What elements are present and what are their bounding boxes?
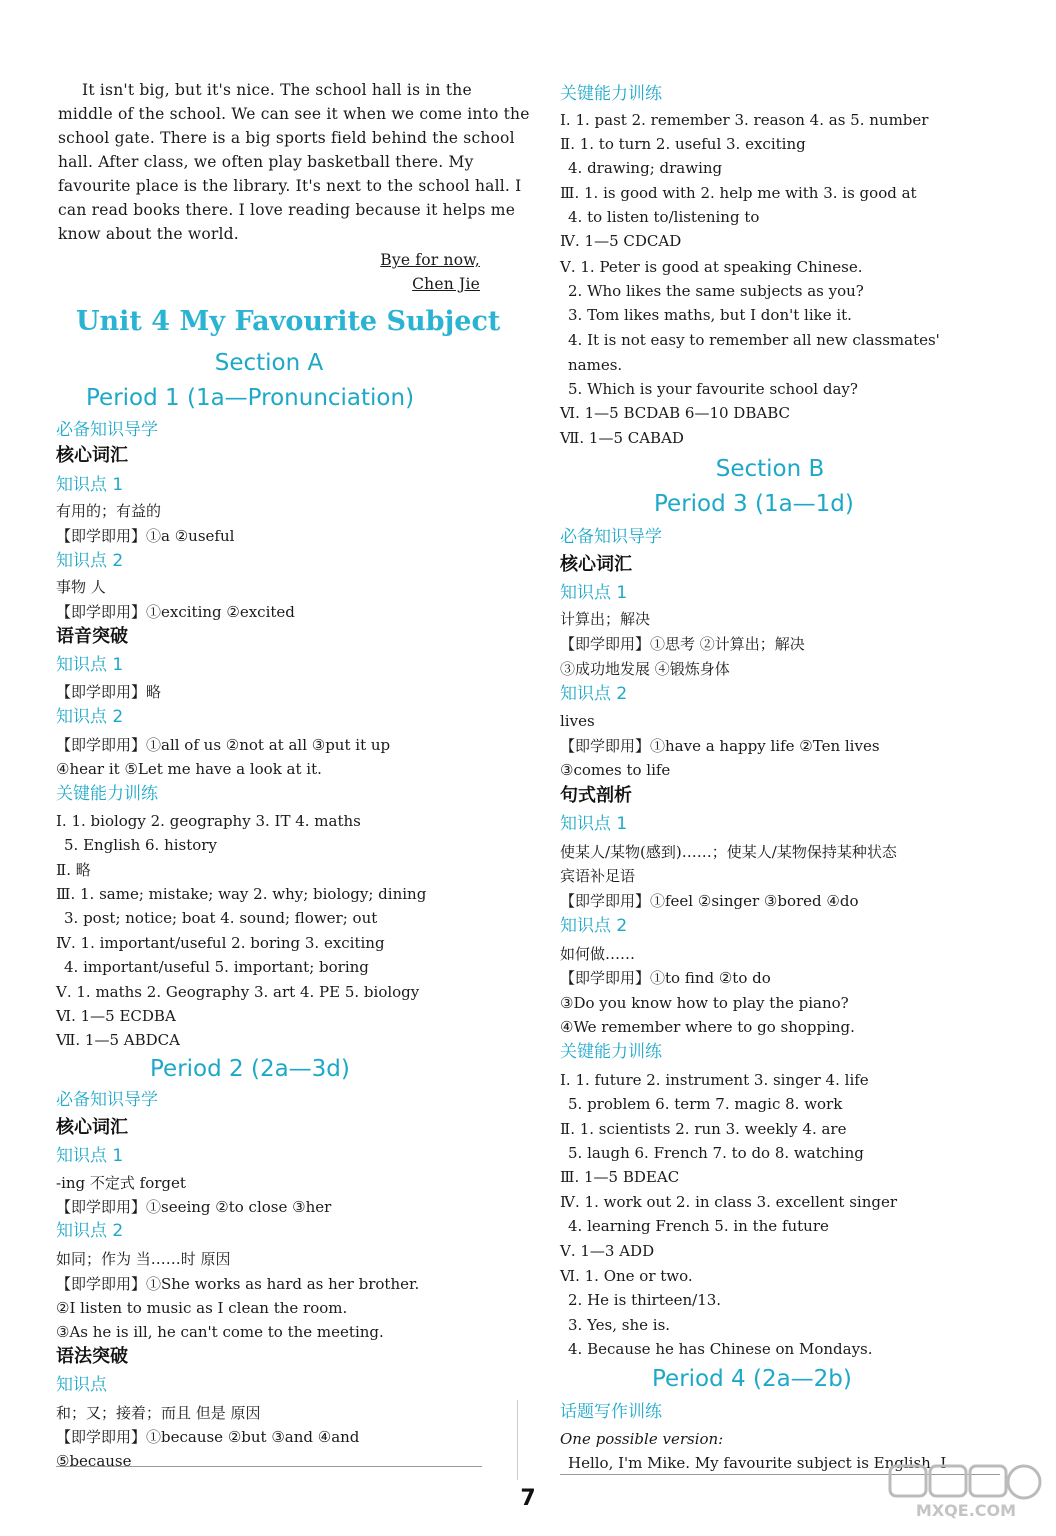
watermark-logo bbox=[886, 1462, 1046, 1522]
answer-line: 2. Who likes the same subjects as you? bbox=[568, 282, 864, 300]
answer-line: 【即学即用】①to find ②to do bbox=[560, 969, 771, 987]
answer-line: 【即学即用】①have a happy life ②Ten lives bbox=[560, 737, 880, 755]
letter-line: hall. After class, we often play basketball there. My bbox=[58, 153, 474, 171]
subheading: 语音突破 bbox=[56, 626, 128, 647]
letter-line: favourite place is the library. It's next to the school hall. I bbox=[58, 177, 522, 195]
answer-line: 【即学即用】①all of us ②not at all ③put it up bbox=[56, 736, 391, 754]
answer-line: 4. It is not easy to remember all new classmates' bbox=[568, 331, 940, 349]
answer-line: 【即学即用】①a ②useful bbox=[56, 527, 235, 545]
answer-line: 【即学即用】①because ②but ③and ④and bbox=[56, 1428, 360, 1446]
answer-line: 有用的；有益的 bbox=[56, 502, 162, 520]
knowledge-point: 知识点 1 bbox=[560, 583, 628, 603]
knowledge-point: 知识点 2 bbox=[56, 1221, 124, 1241]
answer-line: 4. learning French 5. in the future bbox=[568, 1217, 829, 1235]
answer-line: Ⅰ. 1. biology 2. geography 3. IT 4. maths bbox=[56, 812, 361, 830]
answer-line: 4. Because he has Chinese on Mondays. bbox=[568, 1340, 873, 1358]
answer-line: Ⅳ. 1. work out 2. in class 3. excellent singer bbox=[560, 1193, 898, 1211]
answer-line: Ⅴ. 1—3 ADD bbox=[560, 1242, 655, 1260]
answer-line: 【即学即用】略 bbox=[56, 683, 162, 701]
answer-line: ③Do you know how to play the piano? bbox=[560, 994, 849, 1012]
answer-line: Ⅲ. 1—5 BDEAC bbox=[560, 1168, 680, 1186]
answer-line: Ⅵ. 1. One or two. bbox=[560, 1267, 693, 1285]
answer-line: Ⅰ. 1. future 2. instrument 3. singer 4. life bbox=[560, 1071, 869, 1089]
letter-line: know about the world. bbox=[58, 225, 239, 243]
answer-line: 4. important/useful 5. important; boring bbox=[64, 958, 369, 976]
period-3-heading: Period 3 (1a—1d) bbox=[654, 491, 854, 517]
section-a-heading: Section A bbox=[214, 350, 324, 376]
answer-line: Ⅲ. 1. is good with 2. help me with 3. is good at bbox=[560, 184, 917, 202]
subheading: 话题写作训练 bbox=[560, 1402, 662, 1422]
answer-line: Ⅱ. 1. scientists 2. run 3. weekly 4. are bbox=[560, 1120, 847, 1138]
period-2-heading: Period 2 (2a—3d) bbox=[150, 1056, 350, 1082]
knowledge-point: 知识点 1 bbox=[560, 814, 628, 834]
answer-line: 【即学即用】①exciting ②excited bbox=[56, 603, 295, 621]
answer-line: ②I listen to music as I clean the room. bbox=[56, 1299, 348, 1317]
answer-line: Ⅳ. 1. important/useful 2. boring 3. exciting bbox=[56, 934, 385, 952]
answer-line: ③As he is ill, he can't come to the meeting. bbox=[56, 1323, 384, 1341]
answer-line: Ⅴ. 1. maths 2. Geography 3. art 4. PE 5. biology bbox=[56, 983, 420, 1001]
knowledge-point: 知识点 2 bbox=[56, 551, 124, 571]
answer-line: 2. He is thirteen/13. bbox=[568, 1291, 722, 1309]
answer-line: 4. to listen to/listening to bbox=[568, 208, 760, 226]
answer-line: names. bbox=[568, 356, 623, 374]
answer-line: 【即学即用】①feel ②singer ③bored ④do bbox=[560, 892, 859, 910]
answer-line: 4. drawing; drawing bbox=[568, 159, 723, 177]
subheading: 语法突破 bbox=[56, 1346, 128, 1367]
knowledge-point: 知识点 1 bbox=[56, 475, 124, 495]
footer-rule-left bbox=[56, 1466, 482, 1467]
answer-line: ③成功地发展 ④锻炼身体 bbox=[560, 660, 730, 678]
subheading: 核心词汇 bbox=[56, 1117, 128, 1138]
answer-line: 5. English 6. history bbox=[64, 836, 217, 854]
answer-line: 【即学即用】①思考 ②计算出；解决 bbox=[560, 635, 805, 653]
subheading: 关键能力训练 bbox=[560, 1042, 662, 1062]
letter-line: school gate. There is a big sports field behind the school bbox=[58, 129, 515, 147]
answer-line: 3. Tom likes maths, but I don't like it. bbox=[568, 306, 852, 324]
knowledge-point: 知识点 2 bbox=[560, 684, 628, 704]
subheading: 关键能力训练 bbox=[56, 784, 158, 804]
letter-signature: Chen Jie bbox=[412, 275, 480, 293]
answer-line: Ⅵ. 1—5 ECDBA bbox=[56, 1007, 176, 1025]
answer-line: 【即学即用】①She works as hard as her brother. bbox=[56, 1275, 420, 1293]
knowledge-point: 知识点 1 bbox=[56, 655, 124, 675]
section-b-heading: Section B bbox=[715, 456, 825, 482]
answer-line: ④hear it ⑤Let me have a look at it. bbox=[56, 760, 322, 778]
answer-line: 5. Which is your favourite school day? bbox=[568, 380, 858, 398]
letter-line: It isn't big, but it's nice. The school hall is in the bbox=[82, 81, 472, 99]
letter-line: middle of the school. We can see it when we come into the bbox=[58, 105, 530, 123]
answer-line: 5. laugh 6. French 7. to do 8. watching bbox=[568, 1144, 864, 1162]
answer-line: Ⅳ. 1—5 CDCAD bbox=[560, 232, 682, 250]
period-4-heading: Period 4 (2a—2b) bbox=[652, 1366, 852, 1392]
answer-line: Ⅲ. 1. same; mistake; way 2. why; biology; dining bbox=[56, 885, 427, 903]
letter-closing: Bye for now, bbox=[380, 251, 480, 269]
answer-line: 5. problem 6. term 7. magic 8. work bbox=[568, 1095, 843, 1113]
period-1-heading: Period 1 (1a—Pronunciation) bbox=[86, 385, 415, 411]
answer-line: Ⅱ. 1. to turn 2. useful 3. exciting bbox=[560, 135, 806, 153]
subheading: 核心词汇 bbox=[56, 445, 128, 466]
answer-line: 【即学即用】①seeing ②to close ③her bbox=[56, 1198, 332, 1216]
answer-line: 事物 人 bbox=[56, 578, 106, 596]
answer-line: Ⅵ. 1—5 BCDAB 6—10 DBABC bbox=[560, 404, 790, 422]
answer-line: lives bbox=[560, 712, 595, 730]
subheading: 必备知识导学 bbox=[560, 527, 662, 547]
answer-line: 3. post; notice; boat 4. sound; flower; out bbox=[64, 909, 378, 927]
answer-line: 计算出；解决 bbox=[560, 610, 651, 628]
svg-text:MXQE.COM: MXQE.COM bbox=[915, 1501, 1017, 1520]
answer-line: Ⅴ. 1. Peter is good at speaking Chinese. bbox=[560, 258, 863, 276]
subheading: 关键能力训练 bbox=[560, 84, 662, 104]
answer-line: 如同；作为 当……时 原因 bbox=[56, 1250, 231, 1268]
subheading: 必备知识导学 bbox=[56, 420, 158, 440]
letter-line: can read books there. I love reading because it helps me bbox=[58, 201, 516, 219]
answer-line: One possible version: bbox=[560, 1430, 724, 1448]
knowledge-point: 知识点 bbox=[56, 1375, 107, 1395]
answer-line: Ⅶ. 1—5 ABDCA bbox=[56, 1031, 180, 1049]
answer-line: ⑤because bbox=[56, 1452, 132, 1470]
answer-line: ③comes to life bbox=[560, 761, 671, 779]
answer-line: 和；又；接着；而且 但是 原因 bbox=[56, 1404, 261, 1422]
answer-line: -ing 不定式 forget bbox=[56, 1174, 186, 1192]
subheading: 必备知识导学 bbox=[56, 1090, 158, 1110]
column-divider bbox=[517, 1400, 518, 1480]
subheading: 句式剖析 bbox=[560, 785, 632, 806]
answer-line: ④We remember where to go shopping. bbox=[560, 1018, 855, 1036]
answer-line: 宾语补足语 bbox=[560, 867, 636, 885]
answer-line: 3. Yes, she is. bbox=[568, 1316, 671, 1334]
knowledge-point: 知识点 2 bbox=[56, 707, 124, 727]
page-number: 7 bbox=[520, 1486, 536, 1511]
subheading: 核心词汇 bbox=[560, 554, 632, 575]
answer-line: Hello, I'm Mike. My favourite subject is English. I bbox=[568, 1454, 947, 1472]
knowledge-point: 知识点 1 bbox=[56, 1146, 124, 1166]
knowledge-point: 知识点 2 bbox=[560, 916, 628, 936]
unit-title: Unit 4 My Favourite Subject bbox=[76, 306, 501, 337]
answer-line: Ⅱ. 略 bbox=[56, 861, 91, 879]
answer-line: Ⅰ. 1. past 2. remember 3. reason 4. as 5. number bbox=[560, 111, 929, 129]
answer-line: 使某人/某物(感到)……；使某人/某物保持某种状态 bbox=[560, 843, 897, 861]
answer-line: Ⅶ. 1—5 CABAD bbox=[560, 429, 684, 447]
answer-line: 如何做…… bbox=[560, 945, 636, 963]
